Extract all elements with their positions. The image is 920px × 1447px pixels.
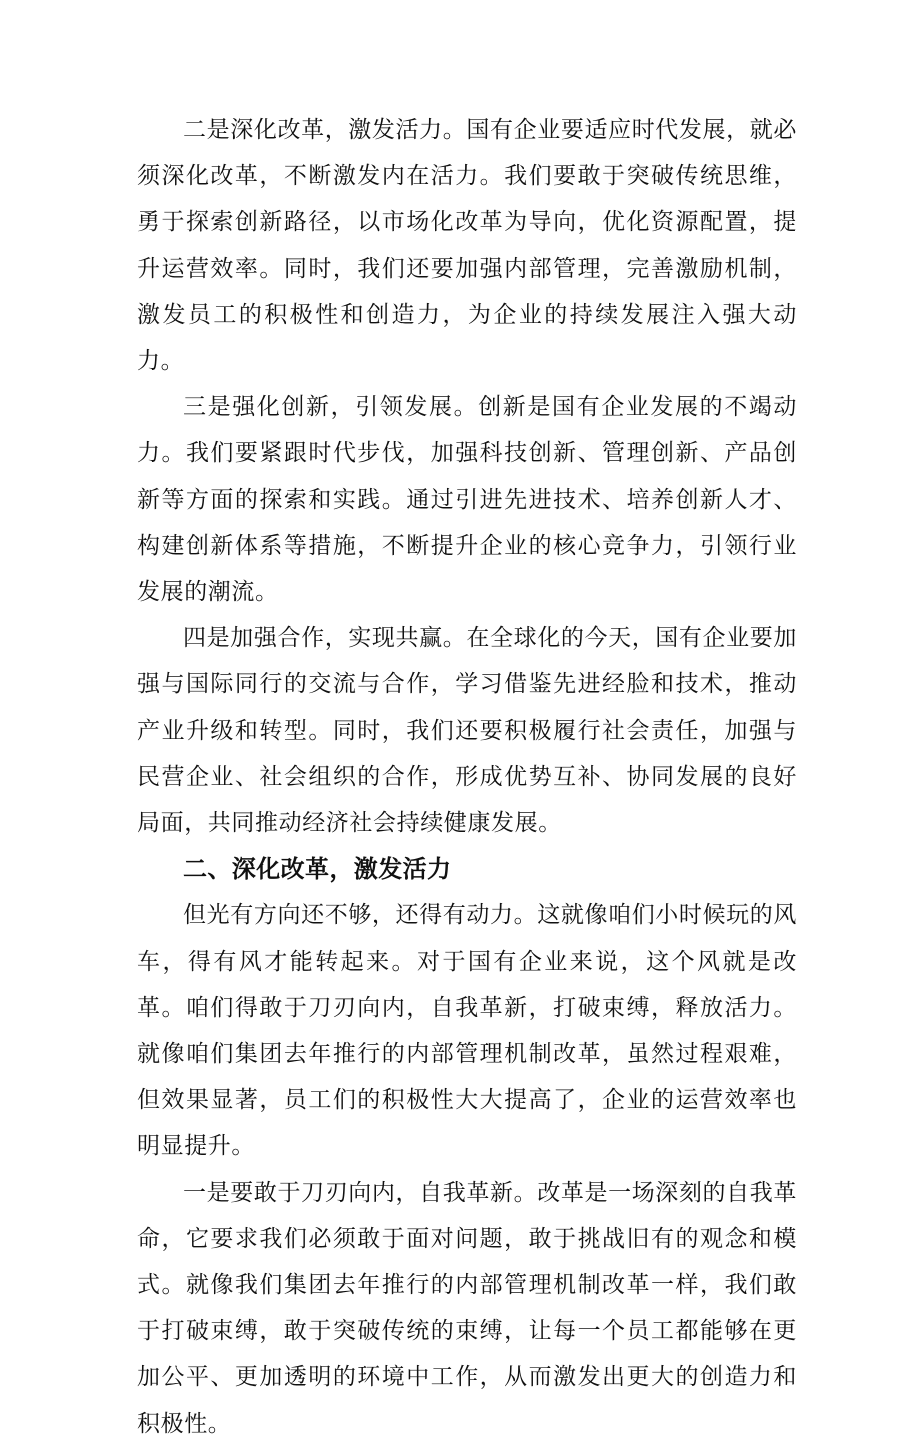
- paragraph-motivation: 但光有方向还不够，还得有动力。这就像咱们小时候玩的风车，得有风才能转起来。对于国有企业来说，这个风就是改革。咱们得敢于刀刃向内，自我革新，打破束缚，释放活力。就像咱们集团去年推行的内部管理机制改革，虽然过程艰难，但效果显著，员工们的积极性大大提高了，企业的运营效率也明显提升。: [137, 902, 797, 1160]
- paragraph-strengthen-innovation: 三是强化创新，引领发展。创新是国有企业发展的不竭动力。我们要紧跟时代步伐，加强科技创新、管理创新、产品创新等方面的探索和实践。通过引进先进技术、培养创新人才、构建创新体系等措施，不断提升企业的核心竞争力，引领行业发展的潮流。: [137, 394, 797, 606]
- paragraph-self-reform: 一是要敢于刀刃向内，自我革新。改革是一场深刻的自我革命，它要求我们必须敢于面对问题，敢于挑战旧有的观念和模式。就像我们集团去年推行的内部管理机制改革一样，我们敢于打破束缚，敢于突破传统的束缚，让每一个员工都能够在更加公平、更加透明的环境中工作，从而激发出更大的创造力和积极性。: [137, 1179, 797, 1437]
- paragraph-deepen-reform: 二是深化改革，激发活力。国有企业要适应时代发展，就必须深化改革，不断激发内在活力。我们要敢于突破传统思维，勇于探索创新路径，以市场化改革为导向，优化资源配置，提升运营效率。同时，我们还要加强内部管理，完善激励机制，激发员工的积极性和创造力，为企业的持续发展注入强大动力。: [137, 117, 797, 375]
- document-body: [137, 107, 797, 1447]
- section-heading: 二、深化改革，激发活力: [183, 855, 452, 884]
- paragraph-strengthen-cooperation: 四是加强合作，实现共赢。在全球化的今天，国有企业要加强与国际同行的交流与合作，学习借鉴先进经脸和技术，推动产业升级和转型。同时，我们还要积极履行社会责任，加强与民营企业、社会组织的合作，形成优势互补、协同发展的良好局面，共同推动经济社会持续健康发展。: [137, 625, 797, 837]
